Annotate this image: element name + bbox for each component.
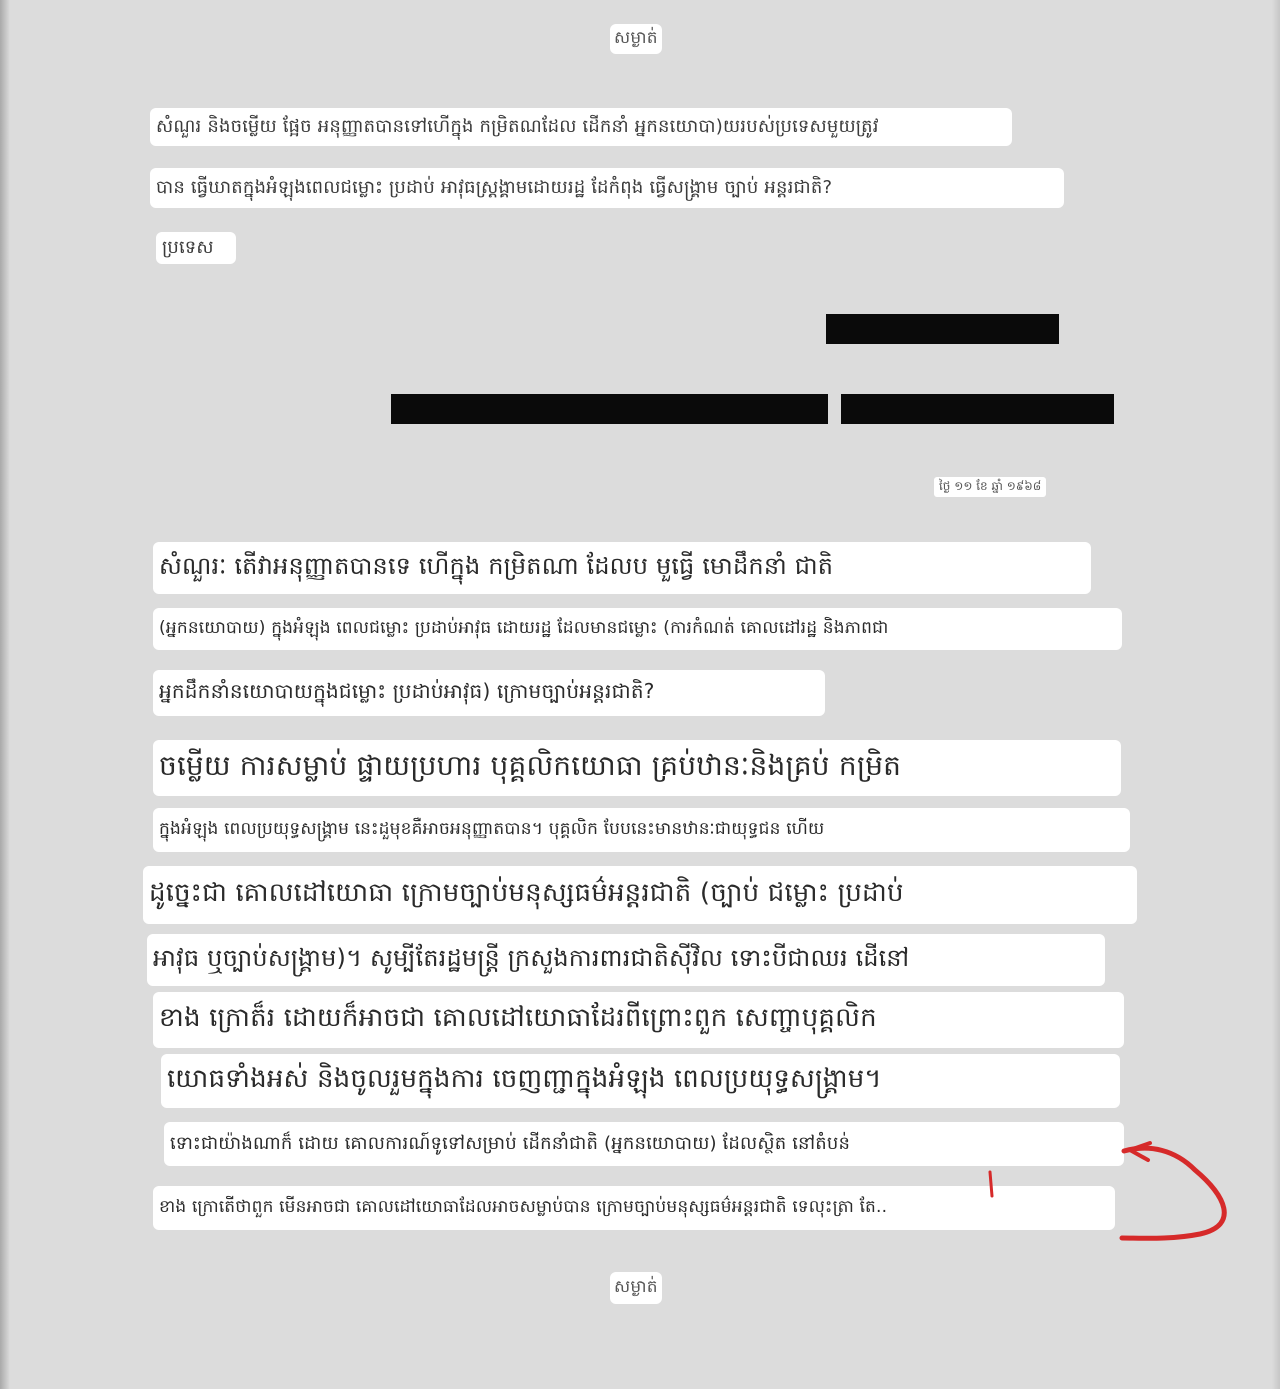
question-small-line-1: សំណួរ និងចម្លើយ ផ្អែច អនុញ្ញាតបានទៅហើក្នុង កម្រិតណដែល ដើកនាំ អ្នកនយោបា)យរបស់ប្រទេសមួយត្រូវ	[150, 108, 1012, 146]
answer-line-4: អាវុធ ឬច្បាប់សង្គ្រាម)។ សូម្បីតែរដ្ឋមន្ត្រី ក្រសួងការពារជាតិស៊ីវិល ទោះបីជាឈរ ដើនៅ	[147, 934, 1105, 986]
question-small-line-2: បាន ធ្វើឃាតក្នុងអំឡុងពេលជម្លោះ ប្រដាប់ អាវុធស្រ្តង្គាមដោយរដ្ឋ ដែកំពុង ធ្វើសង្គ្រាម ច្បាប់ អន្តរជាតិ?	[150, 168, 1064, 208]
answer-line-3: ដូច្នេះជា គោលដៅយោធា ក្រោមច្បាប់មនុស្សធម៌អន្តរជាតិ (ច្បាប់ ជម្លោះ ប្រដាប់	[143, 866, 1137, 924]
answer-line-5: ខាង ក្រោត៏រ ដោយក៏អាចជា គោលដៅយោធាដែរពីព្រោះពួក សេញ្ចាបុគ្គលិក	[153, 992, 1124, 1048]
question-line-1: សំណួរៈ តើវាអនុញ្ញាតបានទេ ហើក្នុង កម្រិតណា ដែលប មួធ្វើ មោដឹកនាំ ជាតិ	[153, 542, 1091, 594]
question-line-2: (អ្នកនយោបាយ) ក្នុងអំឡុង ពេលជម្លោះ ប្រដាប់អាវុធ ដោយរដ្ឋ ដែលមានជម្លោះ (ការកំណត់ គោលដៅរដ្ឋ និងភាពជា	[153, 608, 1122, 650]
answer-line-7: ទោះជាយ៉ាងណាក៏ ដោយ គោលការណ៍ទូទៅសម្រាប់ ដើកនាំជាតិ (អ្នកនយោបាយ) ដែលស្ថិត នៅតំបន់	[164, 1122, 1124, 1166]
question-small-line-3: ប្រទេស	[156, 232, 236, 264]
document-date: ថ្ងៃ ១១ ខែ ឆ្នាំ ១៩៦៨	[934, 477, 1046, 497]
question-line-3: អ្នកដឹកនាំនយោបាយក្នុងជម្លោះ ប្រដាប់អាវុធ) ក្រោមច្បាប់អន្តរជាតិ?	[153, 670, 825, 716]
answer-line-2: ក្នុងអំឡុង ពេលប្រយុទ្ធសង្គ្រាម នេះដួមុខគឺអាចអនុញ្ញាតបាន។ បុគ្គលិក បែបនេះមានឋានៈជាយុទ្ធជន ហើយ	[153, 808, 1130, 852]
answer-line-8: ខាង ក្រោតើថាពួក មើនអាចជា គោលដៅយោធាដែលអាចសម្លាប់បាន ក្រោមច្បាប់មនុស្សធម៌អន្តរជាតិ ទេលុះត្រា តែ..	[153, 1186, 1115, 1230]
answer-line-6: យោធទាំងអស់ និងចូលរួមក្នុងការ ចេញញ្ជាក្នុងអំឡុង ពេលប្រយុទ្ធសង្គ្រាម។	[161, 1054, 1120, 1108]
answer-line-1: ចម្លើយ ការសម្លាប់ ផ្ទាយប្រហារ បុគ្គលិកយោធា គ្រប់ឋានៈនិងគ្រប់ កម្រិត	[153, 740, 1121, 796]
header-classification: សម្ងាត់	[610, 24, 662, 54]
footer-classification: សម្ងាត់	[610, 1272, 662, 1304]
